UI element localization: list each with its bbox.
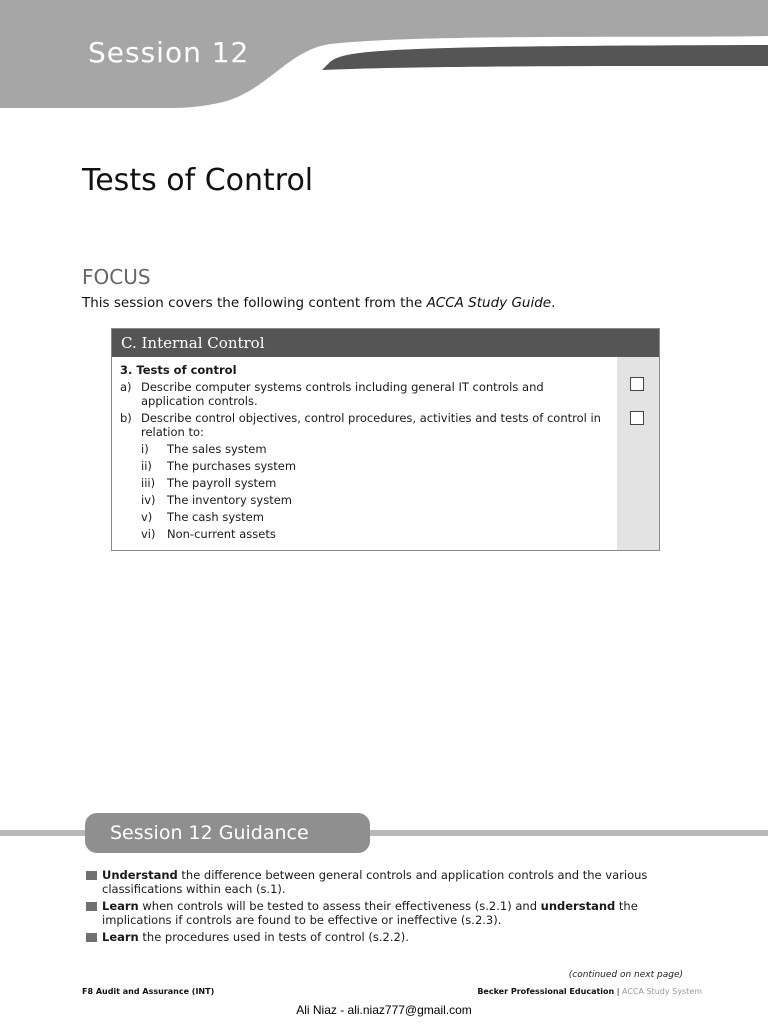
guidance-item xyxy=(86,899,686,927)
sub-item-text: The cash system xyxy=(167,510,264,524)
square-bullet-icon xyxy=(86,933,97,942)
checkbox-item-a[interactable] xyxy=(630,377,644,391)
footer-publisher xyxy=(477,987,702,996)
item-label: a) xyxy=(120,380,132,394)
guidance-text: the procedures used in tests of control (s.2.2). xyxy=(138,930,409,944)
square-bullet-icon xyxy=(86,902,97,911)
guidance-keyword: understand xyxy=(540,899,616,913)
list-item xyxy=(120,380,610,408)
focus-heading: FOCUS xyxy=(82,265,151,289)
sub-item-label: ii) xyxy=(141,459,152,473)
guidance-item-text xyxy=(102,930,409,944)
sub-item-text: The inventory system xyxy=(167,493,293,507)
guidance-item-text xyxy=(102,899,686,927)
item-label: b) xyxy=(120,411,132,425)
guidance-text: when controls will be tested to assess their effectiveness (s.2.1) and xyxy=(138,899,541,913)
footer-separator: | xyxy=(614,987,622,996)
item-text: Describe control objectives, control procedures, activities and tests of control in relation to: xyxy=(141,411,601,439)
guidance-heading: Session 12 Guidance xyxy=(85,813,370,853)
study-system-label: ACCA Study System xyxy=(622,987,702,996)
owner-watermark: Ali Niaz - ali.niaz777@gmail.com xyxy=(296,1003,472,1017)
session-label: Session 12 xyxy=(88,36,250,69)
sub-item-text: The payroll system xyxy=(167,476,277,490)
guidance-text: the implications if controls are found to be effective or ineffective (s.2.3). xyxy=(102,899,638,927)
guidance-item xyxy=(86,930,686,944)
checkbox-item-b[interactable] xyxy=(630,411,644,425)
sub-list-item xyxy=(120,493,610,507)
sub-item-label: iii) xyxy=(141,476,156,490)
guidance-keyword: Learn xyxy=(102,899,139,913)
study-guide-content xyxy=(120,363,610,541)
sub-item-text: Non-current assets xyxy=(167,527,276,541)
study-guide-header: C. Internal Control xyxy=(112,329,659,357)
study-guide-box xyxy=(111,328,660,551)
sub-list-item xyxy=(120,459,610,473)
footer-course: F8 Audit and Assurance (INT) xyxy=(82,987,215,996)
guidance-item xyxy=(86,868,686,896)
checkbox-column xyxy=(617,357,659,550)
square-bullet-icon xyxy=(86,871,97,880)
guidance-list xyxy=(86,868,686,947)
page-title: Tests of Control xyxy=(82,163,314,198)
focus-intro xyxy=(82,295,555,311)
publisher-name: Becker Professional Education xyxy=(477,987,615,996)
guidance-text: the difference between general controls and application controls and the various classifications within each (s.1). xyxy=(102,868,648,896)
guidance-keyword: Understand xyxy=(102,868,178,882)
session-header xyxy=(0,0,768,110)
item-text: Describe computer systems controls including general IT controls and application controls. xyxy=(141,380,544,408)
sub-list-item xyxy=(120,510,610,524)
list-item xyxy=(120,411,610,439)
study-guide-subheading: 3. Tests of control xyxy=(120,363,237,377)
guidance-keyword: Learn xyxy=(102,930,139,944)
sub-item-label: i) xyxy=(141,442,149,456)
sub-item-text: The sales system xyxy=(167,442,267,456)
focus-intro-end: . xyxy=(551,295,556,311)
guidance-item-text xyxy=(102,868,686,896)
study-guide-body xyxy=(112,357,659,550)
focus-intro-emphasis: ACCA Study Guide xyxy=(426,295,552,311)
sub-item-label: v) xyxy=(141,510,153,524)
sub-item-label: iv) xyxy=(141,493,156,507)
sub-list-item xyxy=(120,476,610,490)
focus-intro-text: This session covers the following content from the xyxy=(82,295,427,311)
sub-list-item xyxy=(120,442,610,456)
continued-note: (continued on next page) xyxy=(568,970,683,980)
sub-item-label: vi) xyxy=(141,527,156,541)
sub-list-item xyxy=(120,527,610,541)
sub-item-text: The purchases system xyxy=(167,459,297,473)
